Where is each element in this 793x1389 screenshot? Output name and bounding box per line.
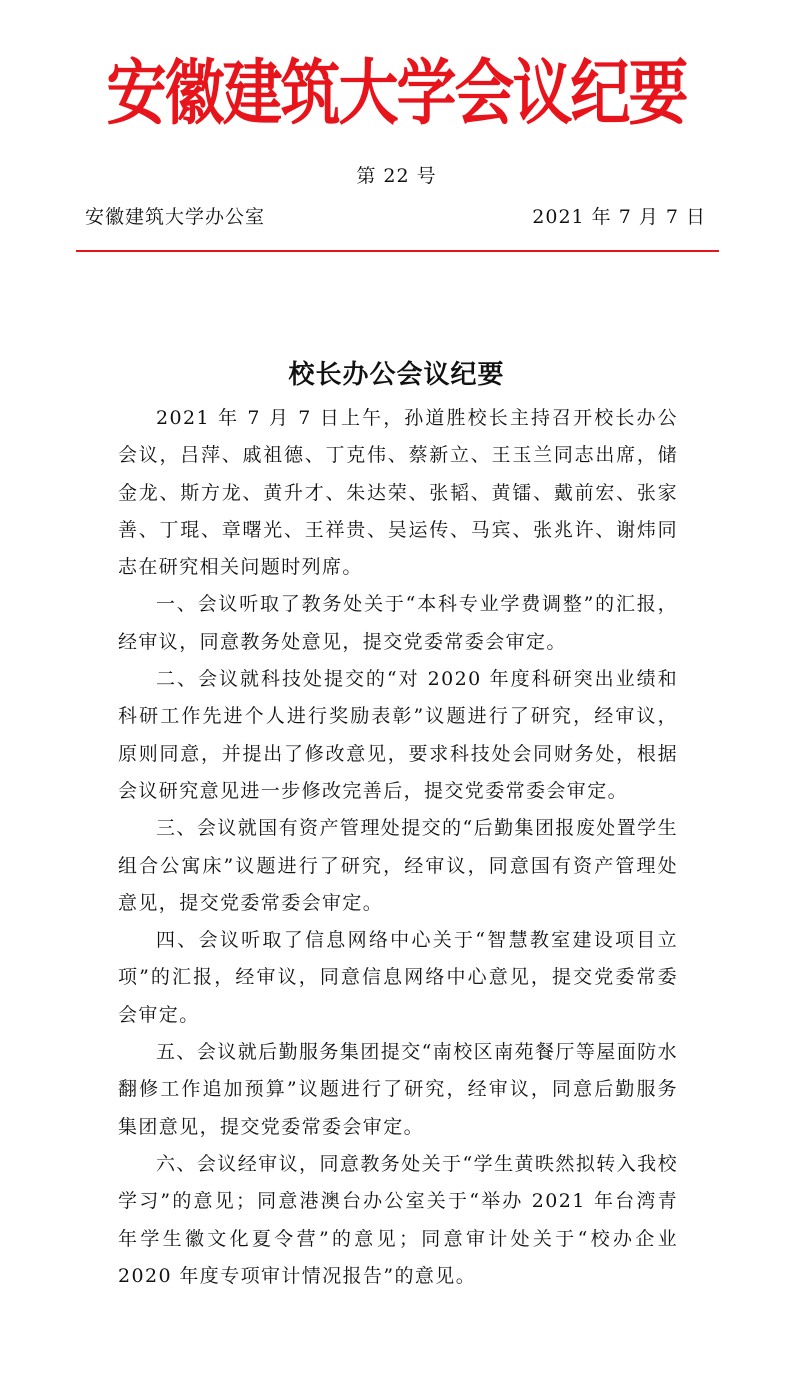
paragraph-item-4: 四、会议听取了信息网络中心关于“智慧教室建设项目立项”的汇报，经审议，同意信息网络中心意见，提交党委常委会审定。 xyxy=(118,929,678,1026)
issuing-office: 安徽建筑大学办公室 xyxy=(85,206,266,228)
paragraph-item-2: 二、会议就科技处提交的“对 2020 年度科研突出业绩和科研工作先进个人进行奖励表彰”议题进行了研究，经审议，原则同意，并提出了修改意见，要求科技处会同财务处，根据会议研究意见进一步修改完善后，提交党委常委会审定。 xyxy=(118,668,678,802)
paragraph-item-5: 五、会议就后勤服务集团提交“南校区南苑餐厅等屋面防水翻修工作追加预算”议题进行了研究，经审议，同意后勤服务集团意见，提交党委常委会审定。 xyxy=(118,1041,678,1138)
paragraph-item-6: 六、会议经审议，同意教务处关于“学生黄昳然拟转入我校学习”的意见；同意港澳台办公室关于“举办 2021 年台湾青年学生徽文化夏令营”的意见；同意审计处关于“校办企业 2020 年度专项审计情况报告”的意见。 xyxy=(118,1152,678,1287)
issue-number: 第 22 号 xyxy=(356,165,437,187)
document-body xyxy=(118,400,678,1295)
paragraph-item-1: 一、会议听取了教务处关于“本科专业学费调整”的汇报，经审议，同意教务处意见，提交党委常委会审定。 xyxy=(118,593,678,653)
issue-date: 2021 年 7 月 7 日 xyxy=(532,206,706,228)
masthead-title: 安徽建筑大学会议纪要 xyxy=(106,52,687,136)
paragraph-attendance: 2021 年 7 月 7 日上午，孙道胜校长主持召开校长办公会议，吕萍、戚祖德、丁克伟、蔡新立、王玉兰同志出席，储金龙、斯方龙、黄升才、朱达荣、张韬、黄镭、戴前宏、张家善、丁琨、章曙光、王祥贵、吴运传、马宾、张兆许、谢炜同志在研究相关问题时列席。 xyxy=(118,407,678,579)
red-divider-rule xyxy=(76,250,719,252)
paragraph-item-3: 三、会议就国有资产管理处提交的“后勤集团报废处置学生组合公寓床”议题进行了研究，经审议，同意国有资产管理处意见，提交党委常委会审定。 xyxy=(118,817,678,914)
document-title: 校长办公会议纪要 xyxy=(288,360,505,390)
